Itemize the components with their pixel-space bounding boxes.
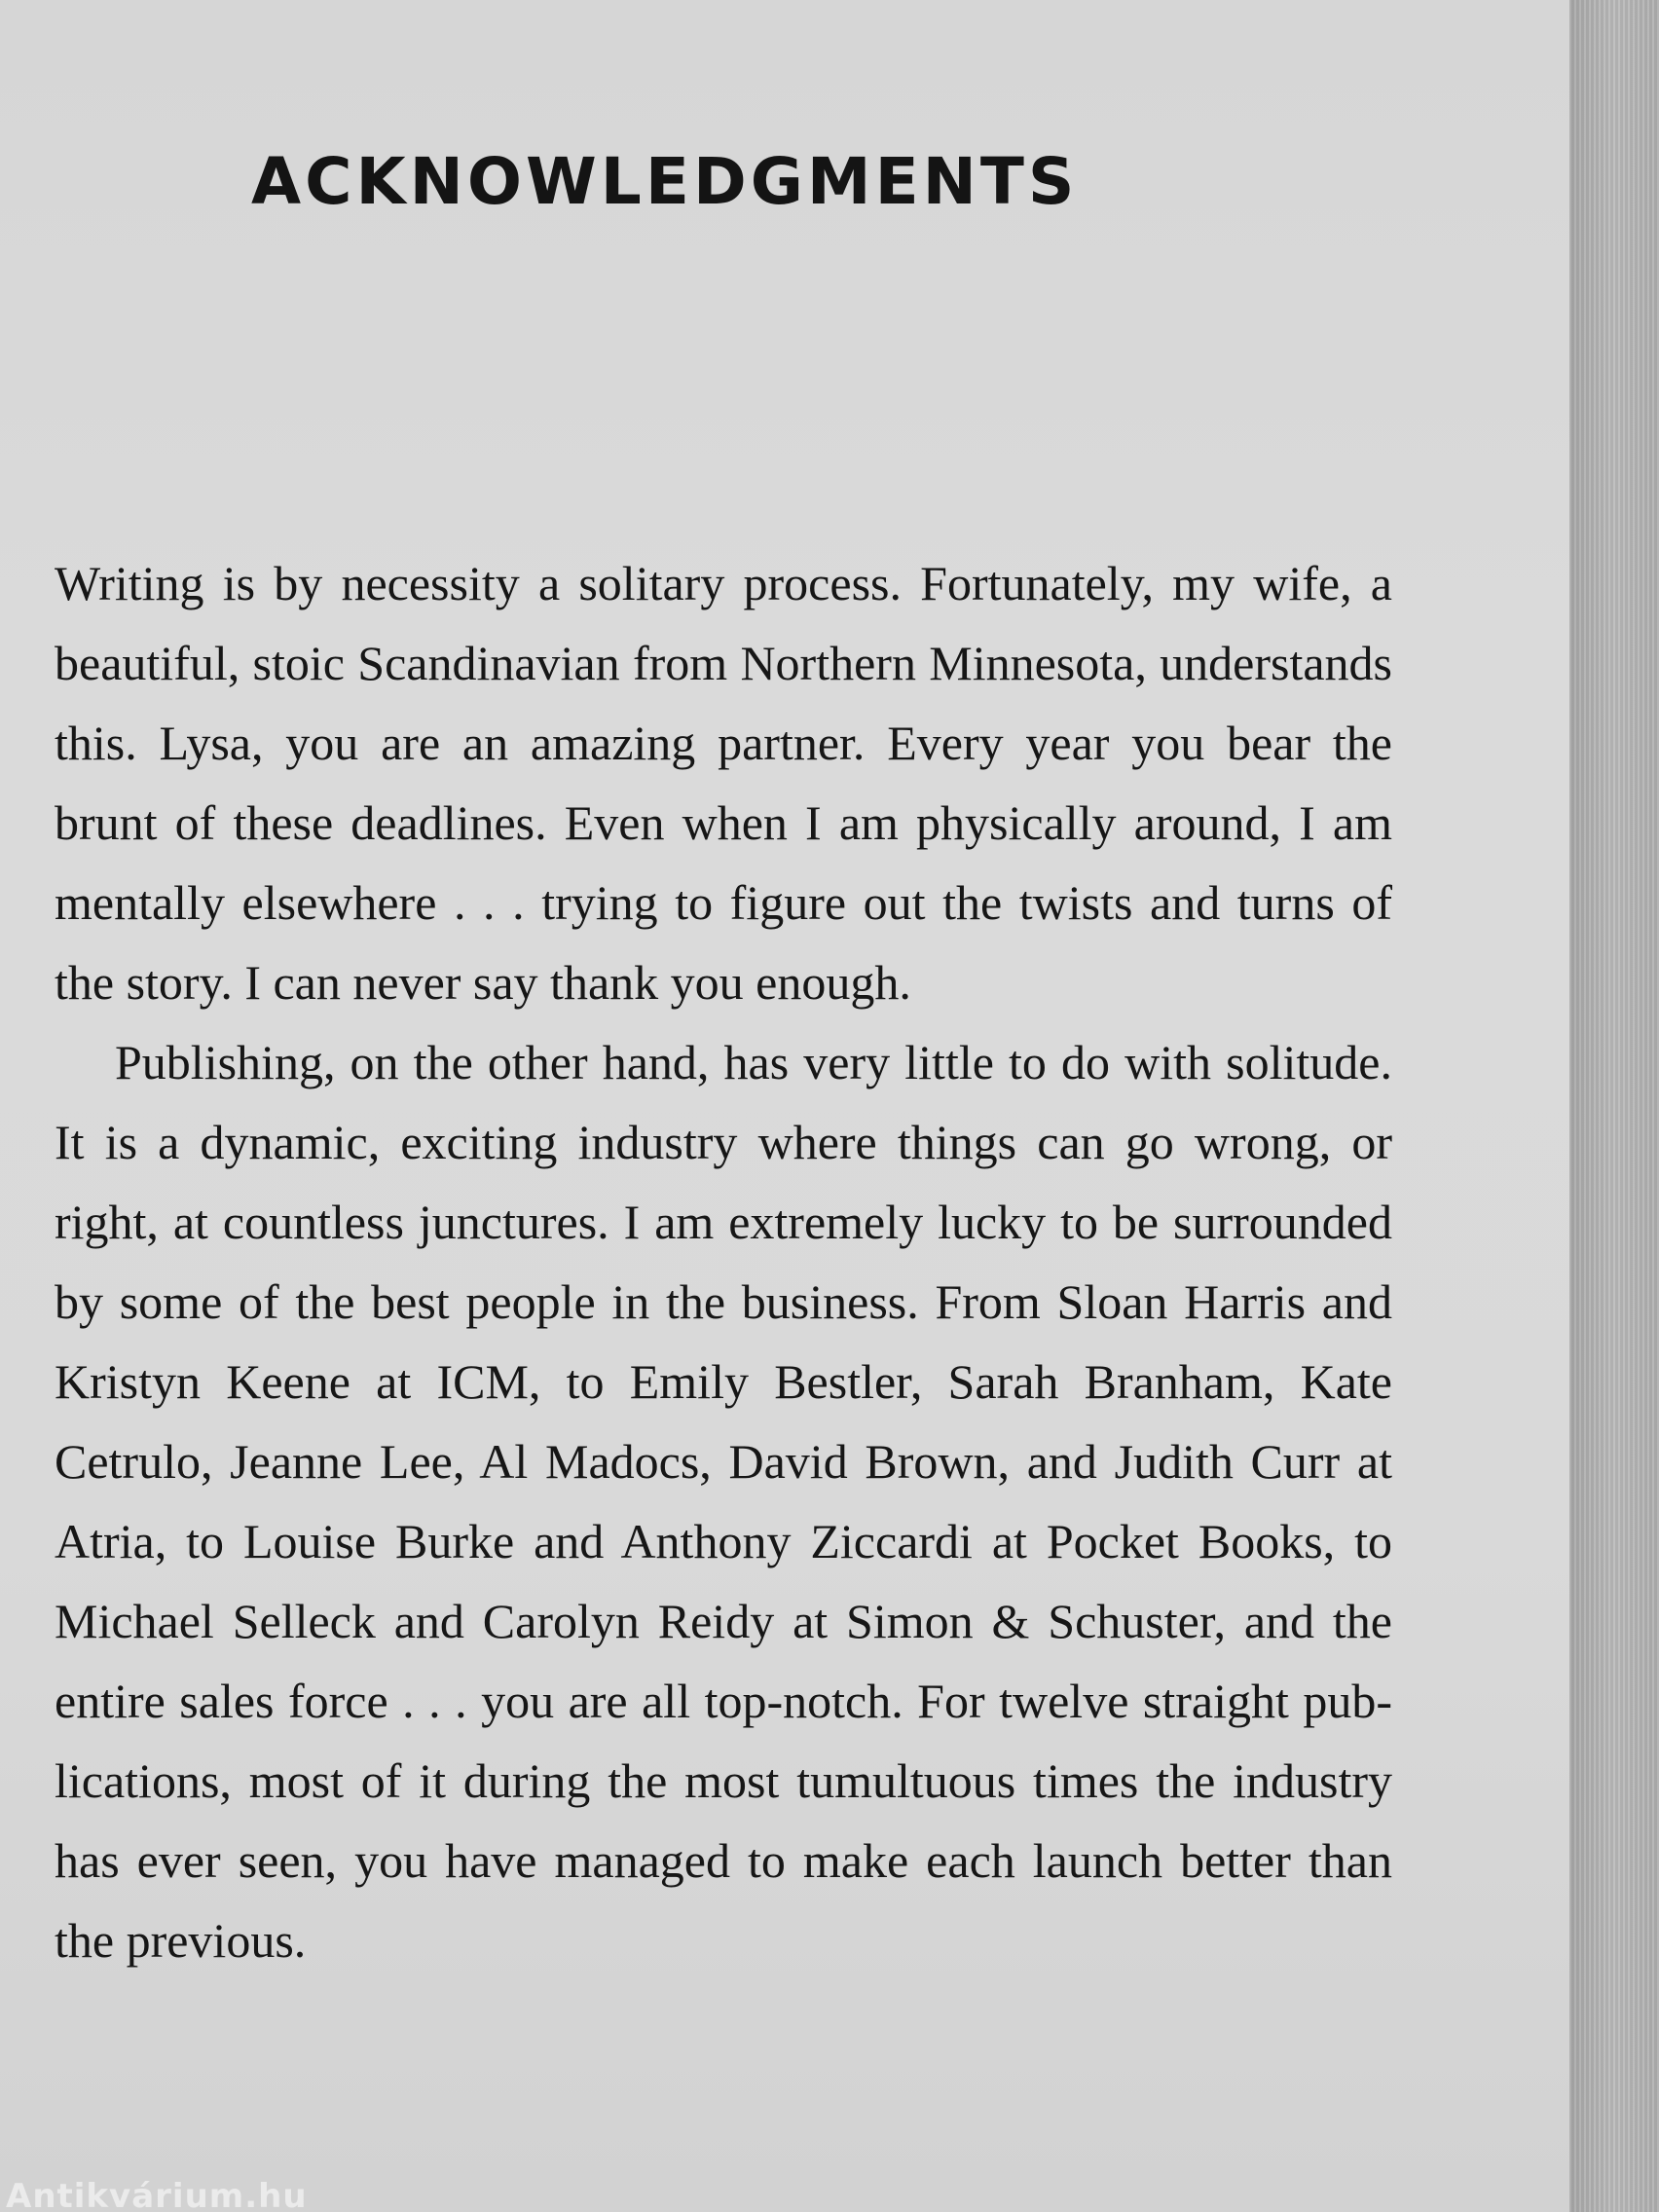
watermark: Antikvárium.hu [6, 2177, 308, 2212]
page-title: ACKNOWLEDGMENTS [251, 144, 1079, 219]
paragraph-2: Publishing, on the other hand, has very little to do with solitude. It is a dynamic, exciting industry where things can go wrong, or right, at countless junctures. I am extremely lucky to be surrounded by some of the best people in the business. From Sloan Harris and Kristyn Keene at ICM, to Emily Bestler, Sarah Branham, Kate Cetrulo, Jeanne Lee, Al Madocs, David Brown, and Judith Curr at Atria, to Louise Burke and Anthony Ziccardi at Pocket Books, to Michael Selleck and Carolyn Reidy at Simon & Schuster, and the entire sales force . . . you are all top-notch. For twelve straight publications, most of it during the most tumultuous times the industry has ever seen, you have managed to make each launch better than the previous. [55, 1035, 1392, 1968]
paragraph-1: Writing is by necessity a solitary process. Fortunately, my wife, a beautiful, stoic Scandinavian from Northern Minnesota, understands this. Lysa, you are an amazing partner. Every year you bear the brunt of these deadlines. Even when I am physically around, I am mentally elsewhere . . . trying to figure out the twists and turns of the story. I can never say thank you enough. [55, 556, 1392, 1010]
page-stack-edge [1569, 0, 1659, 2212]
acknowledgments-body [55, 543, 1392, 1980]
